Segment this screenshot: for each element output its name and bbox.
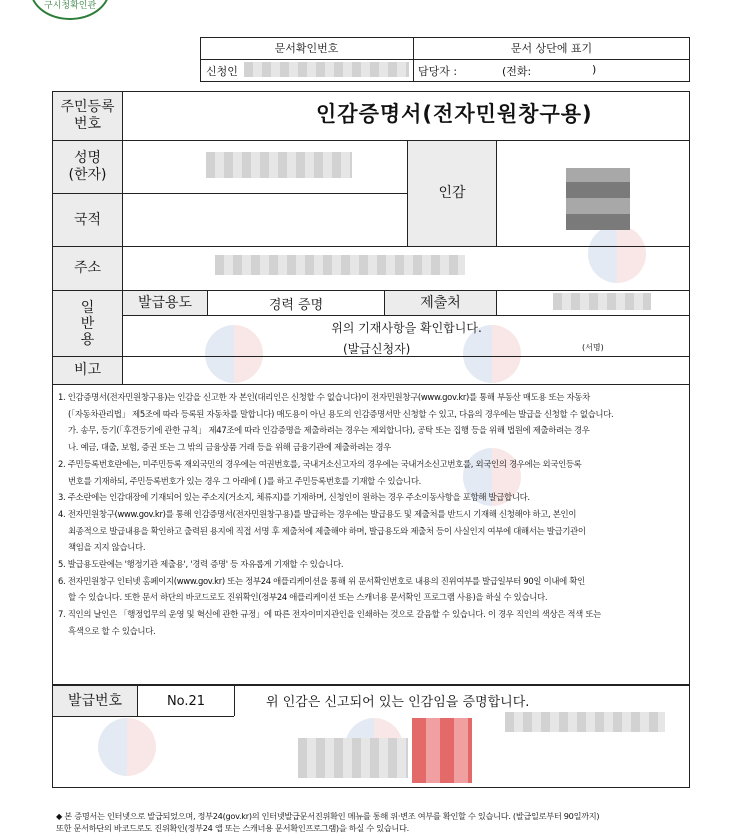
note-line: 흑색으로 할 수 있습니다.	[68, 625, 156, 636]
manager-label: 담당자 :	[418, 65, 458, 78]
note-line: 2. 주민등록번호란에는, 미주민등록 재외국민의 경우에는 여권번호를, 국내거소신고자의 경우에는 국내거소신고번호를, 외국인의 경우에는 외국인등록	[58, 458, 582, 469]
redacted-name	[206, 152, 352, 178]
redacted-applicant	[244, 62, 409, 77]
seal-text: 구시청확인관	[44, 1, 97, 11]
footer-line: ◆ 본 증명서는 인터넷으로 발급되었으며, 정부24(gov.kr)의 인터넷발급문서진위확인 메뉴를 통해 위·변조 여부를 확인할 수 있습니다. (발급일로부터 90일까지)	[56, 811, 600, 821]
note-line: 책임을 지지 않습니다.	[68, 542, 146, 553]
issuance-no-label: 발급번호	[53, 686, 137, 716]
general-use-label: 일 반 용	[53, 291, 122, 356]
note-line: (「자동차관리법」 제5조에 따라 등록된 자동차를 말합니다) 매도용이 아닌 용도의 인감증명서만 신청할 수 있고, 다음의 경우에는 발급을 신청할 수 없습니다.	[68, 408, 614, 419]
redacted-submit-to	[553, 293, 651, 310]
applicant-sign-label: (발급신청자)	[343, 342, 411, 356]
confirm-text: 위의 기재사항을 확인합니다.	[331, 320, 482, 335]
name-label: 성명 (한자)	[53, 141, 122, 193]
seal-label: 인감	[408, 141, 496, 246]
note-line: 5. 발급용도란에는 '행정기관 제출용', '경력 증명' 등 자유롭게 기재할 수 있습니다.	[58, 559, 344, 570]
issuance-statement: 위 인감은 신고되어 있는 인감임을 증명합니다.	[266, 695, 530, 710]
purpose-label: 발급용도	[123, 291, 207, 315]
note-line: 7. 직인의 날인은 「행정업무의 운영 및 혁신에 관한 규정」에 따른 전자이미지관인을 인쇄하는 것으로 갈음할 수 있습니다. 이 경우 직인의 색상은 적색 또는	[58, 609, 601, 620]
redacted-address	[215, 255, 465, 275]
redacted-seal-image	[566, 168, 630, 230]
redacted-issuer-name	[505, 712, 665, 732]
remarks-label: 비고	[53, 357, 122, 384]
note-line: 할 수 있습니다. 또한 문서 하단의 바코드로도 진위확인(정부24 애플리케이션 또는 스캐너용 문서확인 프로그램 사용)을 하실 수 있습니다.	[68, 592, 548, 603]
sign-label: (서명)	[582, 343, 604, 352]
redacted-issuer-line	[298, 738, 408, 778]
rrn-label: 주민등록 번호	[53, 92, 122, 140]
note-line: 번호를 기재하되, 주민등록번호가 있는 경우 그 아래에 ( )를 하고 주민등록번호를 기재할 수 있습니다.	[68, 475, 421, 486]
note-line: 4. 전자민원창구(www.gov.kr)를 통해 인감증명서(전자민원창구용)를 발급하는 경우에는 발급용도 및 제출처를 반드시 기재해 신청해야 하고, 본인이	[58, 508, 577, 519]
page-title: 인감증명서(전자민원창구용)	[316, 102, 593, 126]
official-stamp	[412, 718, 472, 783]
footer-line: 또한 문서하단의 바코드로도 진위확인(정부24 앱 또는 스캐너용 문서확인프로그램)을 하실 수 있습니다.	[56, 823, 409, 833]
notes-list	[58, 389, 688, 640]
phone-label: (전화:	[502, 65, 532, 78]
nationality-label: 국적	[53, 194, 122, 246]
note-line: 최종적으로 발급내용을 확인하고 출력된 용지에 직접 서명 후 제출처에 제출해야 하며, 발급용도와 제출처 등이 사실인지 여부에 대해서는 발급기관이	[68, 525, 586, 536]
note-line: 가. 송무, 등기(「후견등기에 관한 규칙」 제47조에 따라 인감증명을 제출하려는 경우는 제외합니다), 공탁 또는 집행 등을 위해 법원에 제출하려는 경우	[68, 425, 590, 436]
doc-confirm-no-label: 문서확인번호	[274, 42, 339, 55]
official-seal	[30, 0, 110, 20]
note-line: 나. 예금, 대출, 보험, 증권 또는 그 밖의 금융상품 거래 등을 위해 금융기관에 제출하려는 경우	[68, 442, 391, 453]
phone-close: )	[592, 63, 597, 76]
submit-label: 제출처	[385, 291, 496, 315]
note-line: 1. 인감증명서(전자민원창구용)는 인감을 신고한 자 본인(대리인은 신청할 수 없습니다)이 전자민원창구(www.gov.kr)를 통해 부동산 매도용 또는 자동차	[58, 392, 590, 402]
address-label: 주소	[53, 247, 122, 290]
top-note: 문서 상단에 표기	[510, 42, 593, 55]
note-line: 6. 전자민원창구 인터넷 홈페이지(www.gov.kr) 또는 정부24 애플리케이션을 통해 위 문서확인번호로 내용의 진위여부를 발급일부터 90일 이내에 확인	[58, 575, 585, 586]
applicant-label: 신청인	[206, 65, 238, 78]
issuance-no-value: No.21	[166, 693, 206, 709]
purpose-value: 경력 증명	[268, 297, 324, 313]
note-line: 3. 주소란에는 인감대장에 기재되어 있는 주소지(거소지, 체류지)를 기재하며, 신청인이 원하는 경우 주소이동사항을 포함해 발급합니다.	[58, 492, 530, 503]
